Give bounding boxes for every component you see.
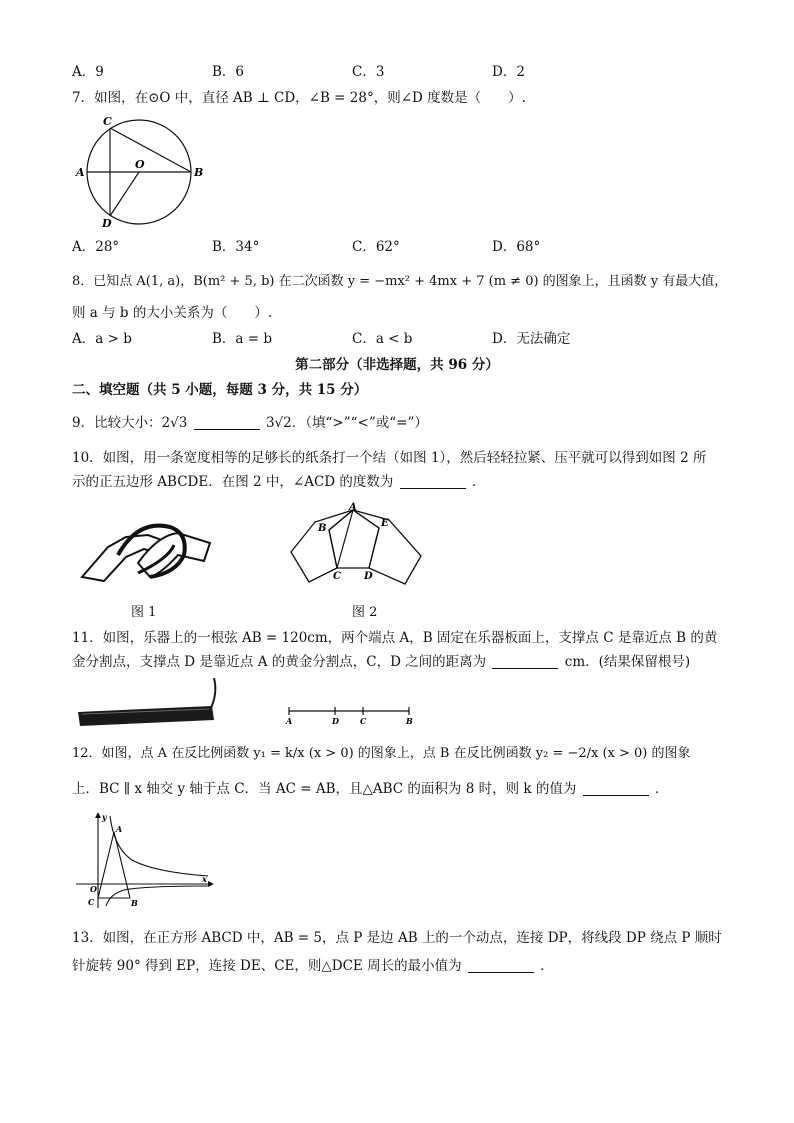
q9-after: 3√2．（填“>”“<”或“=”） (265, 415, 428, 431)
q7-label-b: B (194, 166, 204, 179)
q7-segment-cb (110, 128, 191, 172)
q12-label-x: x (202, 874, 207, 884)
q12-x-arrow (208, 881, 214, 887)
q11-line2 (72, 652, 690, 672)
q11-instrument-figure (74, 674, 224, 732)
q7-label-d: D (102, 217, 112, 230)
q12-segment-ac (98, 832, 114, 898)
q8-line1: 8．已知点 A(1, a)，B(m² + 5, b) 在二次函数 y = −mx² + 4mx + 7 (m ≠ 0) 的图象上，且函数 y 有最大值， (72, 274, 728, 289)
q13-line1: 13．如图，在正方形 ABCD 中，AB = 5，点 P 是边 AB 上的一个动点，连接 DP，将线段 DP 绕点 P 顺时 (72, 930, 722, 946)
q6-option-c: C．3 (352, 64, 385, 80)
q7-text: 7．如图，在⊙O 中，直径 AB ⊥ CD，∠B = 28°，则∠D 度数是（ ）. (72, 90, 526, 106)
q11-label-b: B (406, 716, 413, 726)
q7-label-c: C (103, 115, 112, 128)
q10-line1: 10．如图，用一条宽度相等的足够长的纸条打一个结（如图 1），然后轻轻拉紧、压平就可以得到如图 2 所 (72, 450, 707, 466)
q12-line2-before: 上．BC ∥ x 轴交 y 轴于点 C．当 AC = AB，且△ABC 的面积为 8 时，则 k 的值为 (72, 781, 577, 797)
q7-option-b: B．34° (212, 239, 260, 255)
q10-line2-after: ． (472, 474, 486, 490)
q11-line2-before: 金分割点，支撑点 D 是靠近点 A 的黄金分割点，C，D 之间的距离为 (72, 654, 487, 670)
q12-label-y: y (102, 812, 107, 822)
q8-option-b: B．a = b (212, 331, 273, 347)
q6-option-d: D．2 (492, 64, 525, 80)
q10-pentagon-figure (285, 502, 435, 594)
q10-segment-ac (337, 510, 353, 568)
q7-option-c: C．62° (352, 239, 400, 255)
q13-line2-before: 针旋转 90° 得到 EP，连接 DE、CE，则△DCE 周长的最小值为 (72, 958, 462, 974)
q7-segment-do (110, 172, 139, 216)
q10-knot-figure (78, 515, 218, 587)
q10-answer-blank[interactable] (400, 474, 466, 489)
q7-label-a: A (76, 166, 85, 179)
q10-line2-before: 示的正五边形 ABCDE．在图 2 中，∠ACD 的度数为 (72, 474, 394, 490)
q10-caption-1: 图 1 (131, 605, 157, 620)
q11-answer-blank[interactable] (492, 654, 558, 669)
q12-label-b: B (131, 898, 138, 908)
q7-option-d: D．68° (492, 239, 541, 255)
q8-line2: 则 a 与 b 的大小关系为（ ）. (72, 305, 273, 321)
q12-line1: 12．如图，点 A 在反比例函数 y₁ = k/x (x > 0) 的图象上，点 B 在反比例函数 y₂ = −2/x (x > 0) 的图象 (72, 746, 691, 761)
q11-line2-after: cm．(结果保留根号) (564, 654, 691, 670)
q10-line2 (72, 472, 486, 492)
q12-label-a: A (116, 824, 123, 834)
q13-line2-after: ． (540, 958, 554, 974)
q11-instrument-body (78, 706, 214, 726)
q7-label-o: O (135, 158, 145, 171)
q10-strip-left (291, 510, 353, 582)
q10-caption-2: 图 2 (352, 605, 378, 620)
q8-option-d: D．无法确定 (492, 331, 571, 347)
q10-label-e: E (381, 518, 389, 529)
q10-label-a: A (349, 502, 357, 513)
q12-label-o: O (90, 884, 97, 894)
q11-instrument-head (210, 678, 215, 710)
q11-line1: 11．如图，乐器上的一根弦 AB = 120cm，两个端点 A，B 固定在乐器板面上，支撑点 C 是靠近点 B 的黄 (72, 630, 718, 646)
q11-label-d: D (332, 716, 339, 726)
q12-graph-figure (74, 810, 214, 910)
q10-label-b: B (318, 523, 327, 534)
q6-option-b: B．6 (212, 64, 245, 80)
q12-curve-y1 (110, 816, 208, 876)
q12-line2-after: ． (654, 781, 669, 797)
section2-title: 二、填空题（共 5 小题，每题 3 分，共 15 分） (72, 382, 368, 398)
q12-y-arrow (95, 812, 101, 818)
q9-answer-blank[interactable] (194, 415, 260, 430)
q8-option-c: C．a < b (352, 331, 413, 347)
q8-option-a: A．a > b (72, 331, 132, 347)
q9-text (72, 413, 428, 433)
q13-answer-blank[interactable] (468, 958, 534, 973)
q10-label-c: C (333, 571, 341, 582)
part2-title: 第二部分（非选择题，共 96 分） (295, 357, 499, 373)
q12-answer-blank[interactable] (583, 781, 649, 796)
q6-option-a: A．9 (72, 64, 104, 80)
q9-before: 9．比较大小：2√3 (72, 415, 188, 431)
q12-segment-ab (114, 832, 130, 898)
q12-line2 (72, 779, 668, 799)
q12-label-c: C (88, 897, 95, 907)
q11-label-c: C (360, 716, 367, 726)
q7-option-a: A．28° (72, 239, 120, 255)
q12-curve-y2 (106, 886, 208, 906)
q11-segment-figure (285, 700, 420, 726)
q11-label-a: A (286, 716, 293, 726)
q10-label-d: D (364, 571, 373, 582)
q7-circle-figure (72, 112, 212, 230)
q13-line2 (72, 956, 554, 976)
